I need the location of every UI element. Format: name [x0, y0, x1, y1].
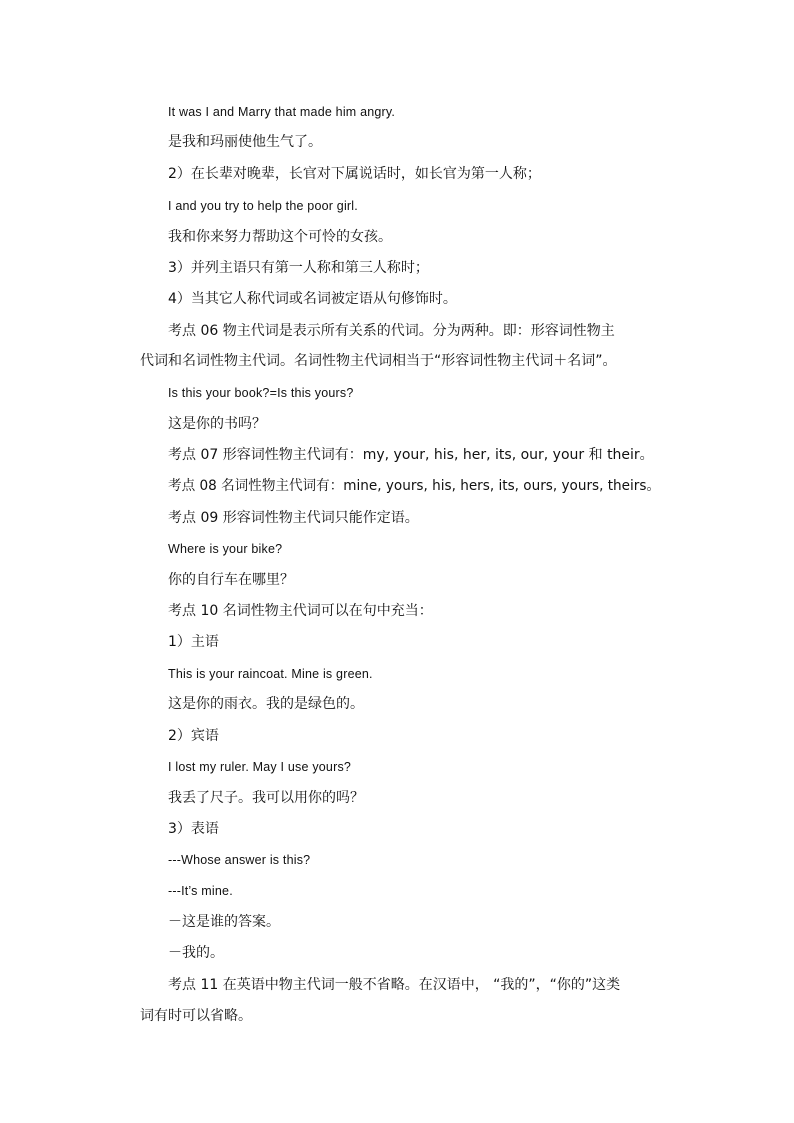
rule-item: 2）宾语 — [168, 728, 219, 744]
example-sentence: Is this your book?=Is this yours? — [168, 386, 354, 400]
example-sentence: It was I and Marry that made him angry. — [168, 105, 396, 119]
rule-item: 1）主语 — [168, 634, 219, 650]
rule-item: 3）并列主语只有第一人称和第三人称时； — [168, 260, 429, 276]
translation-text: －我的。 — [168, 945, 224, 961]
kaodian-10-heading: 考点 10 名词性物主代词可以在句中充当： — [168, 603, 433, 619]
translation-text: 是我和玛丽使他生气了。 — [168, 134, 322, 150]
kaodian-06-heading: 考点 06 物主代词是表示所有关系的代词。分为两种。即：形容词性物主 — [168, 323, 615, 339]
translation-text: 这是你的书吗？ — [168, 416, 266, 432]
example-sentence: This is your raincoat. Mine is green. — [168, 667, 373, 681]
kaodian-11-continuation: 词有时可以省略。 — [140, 1008, 252, 1024]
example-sentence: ---It’s mine. — [168, 884, 233, 898]
kaodian-11-heading: 考点 11 在英语中物主代词一般不省略。在汉语中， “我的”，“你的”这类 — [168, 977, 621, 993]
kaodian-09-heading: 考点 09 形容词性物主代词只能作定语。 — [168, 510, 419, 526]
kaodian-08-heading: 考点 08 名词性物主代词有：mine, yours, his, hers, its, ours, yours, theirs。 — [168, 478, 661, 494]
translation-text: 这是你的雨衣。我的是绿色的。 — [168, 696, 364, 712]
rule-item: 3）表语 — [168, 821, 219, 837]
example-sentence: Where is your bike? — [168, 542, 283, 556]
rule-item: 2）在长辈对晚辈，长官对下属说话时，如长官为第一人称； — [168, 166, 541, 182]
translation-text: 你的自行车在哪里？ — [168, 572, 294, 588]
translation-text: －这是谁的答案。 — [168, 914, 280, 930]
example-sentence: I lost my ruler. May I use yours? — [168, 760, 352, 774]
kaodian-07-heading: 考点 07 形容词性物主代词有：my, your, his, her, its, our, your 和 their。 — [168, 447, 654, 463]
example-sentence: ---Whose answer is this? — [168, 853, 311, 867]
example-sentence: I and you try to help the poor girl. — [168, 199, 358, 213]
translation-text: 我丢了尺子。我可以用你的吗？ — [168, 790, 364, 806]
rule-item: 4）当其它人称代词或名词被定语从句修饰时。 — [168, 291, 457, 307]
translation-text: 我和你来努力帮助这个可怜的女孩。 — [168, 229, 392, 245]
kaodian-06-continuation: 代词和名词性物主代词。名词性物主代词相当于“形容词性物主代词＋名词”。 — [140, 353, 617, 369]
